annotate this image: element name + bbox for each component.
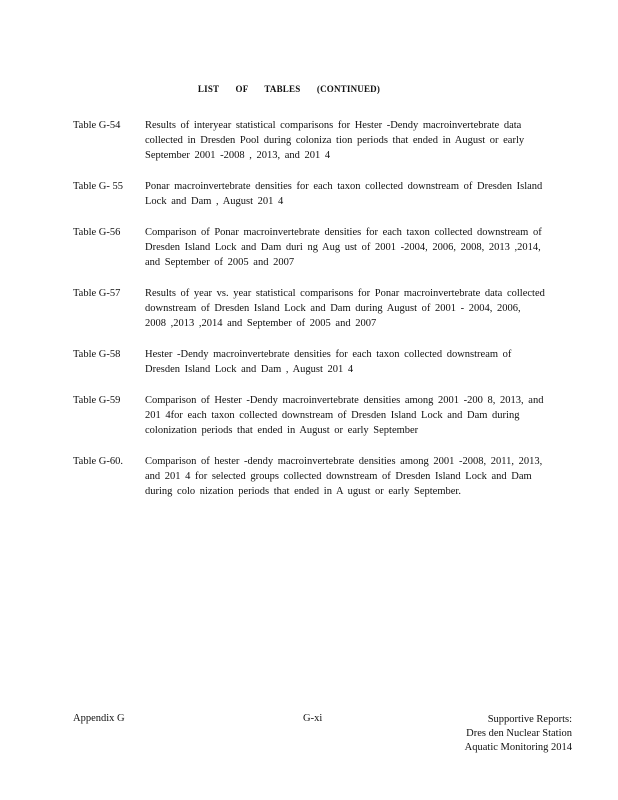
table-entry (73, 286, 545, 331)
table-entry (73, 179, 545, 209)
table-entry (73, 347, 545, 377)
footer-report-line: Dres den Nuclear Station (466, 728, 572, 739)
table-entry (73, 225, 545, 270)
table-label: Table G-57 (73, 288, 121, 299)
table-description: Results of year vs. year statistical comparisons for Ponar macroinvertebrate data collected downstream of Dresden Island Lock and Dam during August of 2001 - 2004, 2006, 2008 ,2013 ,2014 and September of 2005 and 2007 (145, 288, 545, 329)
table-label: Table G- 55 (73, 181, 123, 192)
table-description: Comparison of Hester -Dendy macroinvertebrate densities among 2001 -200 8, 2013, and 201 4for each taxon collected downstream of Dresden Island Lock and Dam during colonization periods that ended in August or early September (145, 395, 544, 436)
page-heading: LIST OF TABLES (CONTINUED) (197, 84, 381, 94)
table-description: Results of interyear statistical comparisons for Hester -Dendy macroinvertebrate data collected in Dresden Pool during coloniza tion periods that ended in August or early September 2001 -2008 , 2013, and 201 4 (145, 120, 525, 161)
table-label: Table G-58 (73, 349, 121, 360)
table-description: Ponar macroinvertebrate densities for each taxon collected downstream of Dresden Island Lock and Dam , August 201 4 (145, 181, 543, 207)
table-entry (73, 393, 545, 438)
table-entry (73, 118, 545, 163)
table-description: Comparison of Ponar macroinvertebrate densities for each taxon collected downstream of Dresden Island Lock and Dam duri ng Aug ust of 2001 -2004, 2006, 2008, 2013 ,2014, and September of 2005 and 2007 (145, 227, 542, 268)
table-entry (73, 454, 545, 499)
footer-report-line: Aquatic Monitoring 2014 (464, 742, 572, 753)
table-description: Comparison of hester -dendy macroinvertebrate densities among 2001 -2008, 2011, 2013, and 201 4 for selected groups collected downstream of Dresden Island Lock and Dam during colo nization periods that ended in A ugust or early September. (145, 456, 543, 497)
table-label: Table G-59 (73, 395, 121, 406)
footer-report-info (465, 713, 572, 755)
table-label: Table G-60. (73, 456, 123, 467)
footer-report-line: Supportive Reports: (487, 714, 572, 725)
table-description: Hester -Dendy macroinvertebrate densities for each taxon collected downstream of Dresden Island Lock and Dam , August 201 4 (145, 349, 512, 375)
table-label: Table G-54 (73, 120, 121, 131)
table-label: Table G-56 (73, 227, 121, 238)
footer-page-number: G-xi (303, 713, 323, 724)
table-list (73, 118, 545, 515)
footer-appendix: Appendix G (73, 713, 125, 724)
